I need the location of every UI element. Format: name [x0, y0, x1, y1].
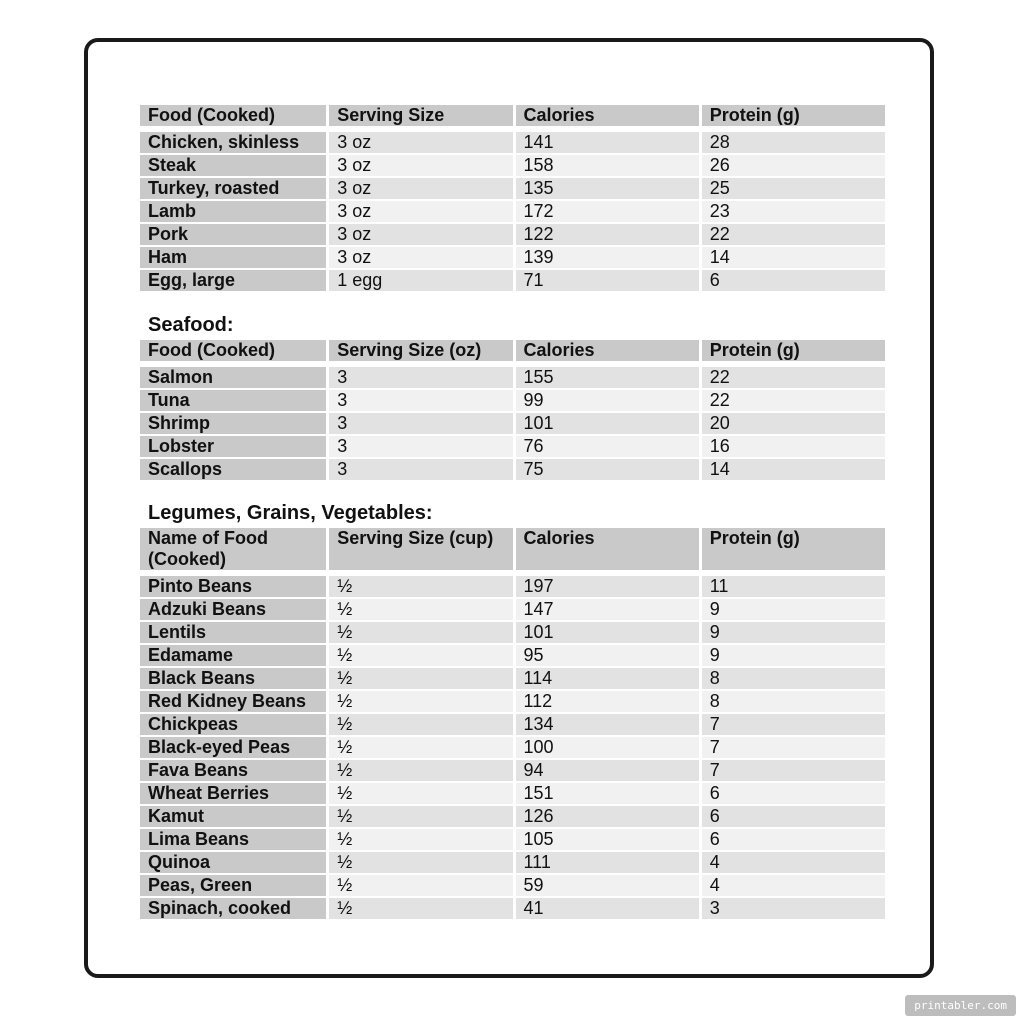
protein-cell: 7 — [699, 714, 885, 735]
food-name-cell: Ham — [140, 247, 326, 268]
protein-cell: 9 — [699, 622, 885, 643]
protein-cell: 28 — [699, 132, 885, 153]
calories-cell: 122 — [513, 224, 699, 245]
protein-cell: 7 — [699, 760, 885, 781]
protein-cell: 16 — [699, 436, 885, 457]
table-row — [140, 783, 885, 804]
table-row — [140, 622, 885, 643]
column-header-protein: Protein (g) — [699, 528, 885, 574]
calories-cell: 76 — [513, 436, 699, 457]
protein-cell: 4 — [699, 852, 885, 873]
protein-cell: 4 — [699, 875, 885, 896]
calories-cell: 158 — [513, 155, 699, 176]
serving-size-cell: 3 — [326, 436, 512, 457]
food-name-cell: Lobster — [140, 436, 326, 457]
serving-size-cell: 3 oz — [326, 247, 512, 268]
protein-cell: 6 — [699, 806, 885, 827]
calories-cell: 100 — [513, 737, 699, 758]
serving-size-cell: 1 egg — [326, 270, 512, 291]
protein-cell: 14 — [699, 247, 885, 268]
calories-cell: 155 — [513, 367, 699, 388]
calories-cell: 135 — [513, 178, 699, 199]
food-name-cell: Chicken, skinless — [140, 132, 326, 153]
protein-cell: 26 — [699, 155, 885, 176]
table-row — [140, 852, 885, 873]
protein-cell: 6 — [699, 783, 885, 804]
serving-size-cell: 3 — [326, 390, 512, 411]
food-name-cell: Pinto Beans — [140, 576, 326, 597]
food-name-cell: Black-eyed Peas — [140, 737, 326, 758]
table-row — [140, 898, 885, 919]
serving-size-cell: 3 oz — [326, 155, 512, 176]
food-name-cell: Wheat Berries — [140, 783, 326, 804]
table-row — [140, 201, 885, 222]
table-row — [140, 691, 885, 712]
table-header-row — [140, 528, 885, 574]
serving-size-cell: 3 oz — [326, 132, 512, 153]
calories-cell: 114 — [513, 668, 699, 689]
column-header-food: Food (Cooked) — [140, 105, 326, 130]
table-row — [140, 576, 885, 597]
serving-size-cell: 3 oz — [326, 224, 512, 245]
table-row — [140, 413, 885, 434]
watermark: printabler.com — [905, 995, 1016, 1016]
table-row — [140, 760, 885, 781]
table-row — [140, 367, 885, 388]
calories-cell: 101 — [513, 622, 699, 643]
calories-cell: 197 — [513, 576, 699, 597]
serving-size-cell: ½ — [326, 783, 512, 804]
protein-cell: 22 — [699, 224, 885, 245]
protein-cell: 11 — [699, 576, 885, 597]
serving-size-cell: ½ — [326, 645, 512, 666]
table-row — [140, 178, 885, 199]
calories-cell: 139 — [513, 247, 699, 268]
food-name-cell: Chickpeas — [140, 714, 326, 735]
food-name-cell: Lima Beans — [140, 829, 326, 850]
protein-cell: 6 — [699, 270, 885, 291]
table-row — [140, 436, 885, 457]
seafood-protein-table — [140, 338, 885, 482]
meat-protein-table — [140, 103, 885, 293]
calories-cell: 75 — [513, 459, 699, 480]
protein-cell: 22 — [699, 367, 885, 388]
protein-cell: 22 — [699, 390, 885, 411]
food-name-cell: Salmon — [140, 367, 326, 388]
food-name-cell: Scallops — [140, 459, 326, 480]
column-header-calories: Calories — [513, 105, 699, 130]
column-header-protein: Protein (g) — [699, 340, 885, 365]
table-row — [140, 829, 885, 850]
serving-size-cell: ½ — [326, 760, 512, 781]
protein-cell: 6 — [699, 829, 885, 850]
food-name-cell: Adzuki Beans — [140, 599, 326, 620]
protein-cell: 8 — [699, 691, 885, 712]
calories-cell: 59 — [513, 875, 699, 896]
table-row — [140, 459, 885, 480]
food-name-cell: Edamame — [140, 645, 326, 666]
table-row — [140, 714, 885, 735]
column-header-serving-size: Serving Size (oz) — [326, 340, 512, 365]
table-row — [140, 390, 885, 411]
calories-cell: 101 — [513, 413, 699, 434]
table-row — [140, 224, 885, 245]
serving-size-cell: 3 — [326, 459, 512, 480]
serving-size-cell: ½ — [326, 714, 512, 735]
food-name-cell: Pork — [140, 224, 326, 245]
protein-cell: 20 — [699, 413, 885, 434]
calories-cell: 105 — [513, 829, 699, 850]
serving-size-cell: ½ — [326, 875, 512, 896]
calories-cell: 147 — [513, 599, 699, 620]
table-row — [140, 875, 885, 896]
food-name-cell: Red Kidney Beans — [140, 691, 326, 712]
table-row — [140, 737, 885, 758]
calories-cell: 141 — [513, 132, 699, 153]
food-name-cell: Lentils — [140, 622, 326, 643]
column-header-serving-size: Serving Size — [326, 105, 512, 130]
serving-size-cell: ½ — [326, 576, 512, 597]
table-row — [140, 806, 885, 827]
serving-size-cell: ½ — [326, 622, 512, 643]
food-name-cell: Quinoa — [140, 852, 326, 873]
calories-cell: 151 — [513, 783, 699, 804]
table-row — [140, 599, 885, 620]
calories-cell: 71 — [513, 270, 699, 291]
protein-cell: 9 — [699, 599, 885, 620]
column-header-food: Food (Cooked) — [140, 340, 326, 365]
table-row — [140, 270, 885, 291]
calories-cell: 99 — [513, 390, 699, 411]
protein-cell: 9 — [699, 645, 885, 666]
calories-cell: 134 — [513, 714, 699, 735]
serving-size-cell: 3 — [326, 367, 512, 388]
serving-size-cell: ½ — [326, 852, 512, 873]
column-header-calories: Calories — [513, 528, 699, 574]
calories-cell: 41 — [513, 898, 699, 919]
table-row — [140, 155, 885, 176]
food-name-cell: Peas, Green — [140, 875, 326, 896]
calories-cell: 111 — [513, 852, 699, 873]
column-header-serving-size: Serving Size (cup) — [326, 528, 512, 574]
serving-size-cell: ½ — [326, 737, 512, 758]
food-name-cell: Fava Beans — [140, 760, 326, 781]
food-name-cell: Shrimp — [140, 413, 326, 434]
food-name-cell: Egg, large — [140, 270, 326, 291]
column-header-food: Name of Food (Cooked) — [140, 528, 326, 574]
table-header-row — [140, 340, 885, 365]
table-row — [140, 247, 885, 268]
table-row — [140, 668, 885, 689]
food-name-cell: Spinach, cooked — [140, 898, 326, 919]
serving-size-cell: ½ — [326, 668, 512, 689]
calories-cell: 112 — [513, 691, 699, 712]
table-row — [140, 132, 885, 153]
protein-cell: 14 — [699, 459, 885, 480]
calories-cell: 126 — [513, 806, 699, 827]
serving-size-cell: 3 — [326, 413, 512, 434]
protein-cell: 23 — [699, 201, 885, 222]
column-header-protein: Protein (g) — [699, 105, 885, 130]
food-name-cell: Black Beans — [140, 668, 326, 689]
section-title-legumes-grains-vegetables: Legumes, Grains, Vegetables: — [148, 502, 433, 524]
section-title-seafood: Seafood: — [148, 314, 234, 336]
serving-size-cell: 3 oz — [326, 201, 512, 222]
food-name-cell: Lamb — [140, 201, 326, 222]
table-header-row — [140, 105, 885, 130]
protein-cell: 3 — [699, 898, 885, 919]
calories-cell: 94 — [513, 760, 699, 781]
food-name-cell: Turkey, roasted — [140, 178, 326, 199]
protein-cell: 8 — [699, 668, 885, 689]
calories-cell: 172 — [513, 201, 699, 222]
protein-cell: 25 — [699, 178, 885, 199]
calories-cell: 95 — [513, 645, 699, 666]
serving-size-cell: ½ — [326, 829, 512, 850]
protein-cell: 7 — [699, 737, 885, 758]
column-header-calories: Calories — [513, 340, 699, 365]
serving-size-cell: ½ — [326, 806, 512, 827]
serving-size-cell: ½ — [326, 599, 512, 620]
serving-size-cell: ½ — [326, 691, 512, 712]
serving-size-cell: ½ — [326, 898, 512, 919]
legumes-grains-vegetables-protein-table — [140, 526, 885, 921]
food-name-cell: Kamut — [140, 806, 326, 827]
food-name-cell: Tuna — [140, 390, 326, 411]
food-name-cell: Steak — [140, 155, 326, 176]
serving-size-cell: 3 oz — [326, 178, 512, 199]
table-row — [140, 645, 885, 666]
